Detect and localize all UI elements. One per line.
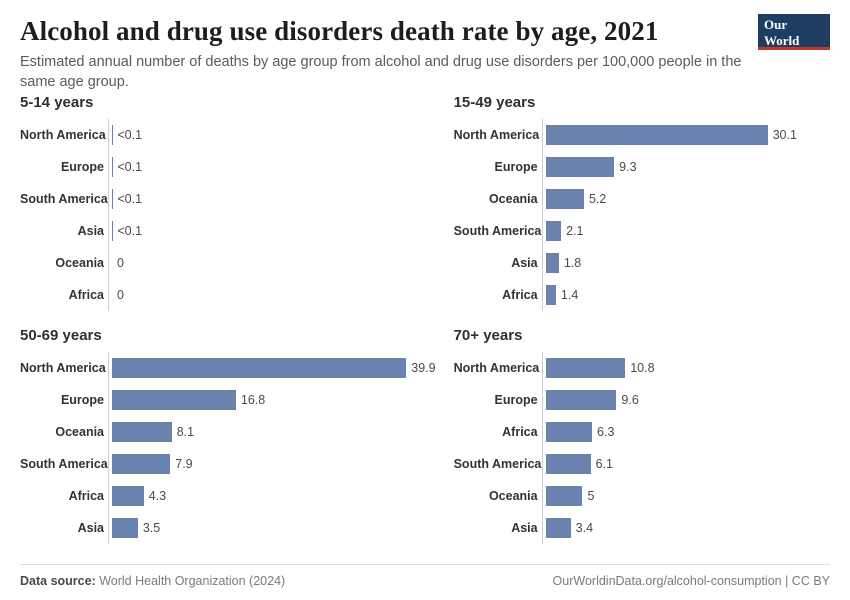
bar[interactable] <box>546 125 768 145</box>
bar-value-label: 10.8 <box>630 361 655 375</box>
bar[interactable] <box>546 518 571 538</box>
bar[interactable] <box>112 358 406 378</box>
chart-header <box>20 16 830 92</box>
bar-value-label: 7.9 <box>175 457 193 471</box>
panel-title: 5-14 years <box>20 94 94 111</box>
our-world-in-data-logo[interactable] <box>758 14 830 65</box>
bar-value-label: 5.2 <box>588 192 607 206</box>
bar-row <box>454 480 830 512</box>
bar-area <box>108 215 436 247</box>
bar-row <box>454 448 830 480</box>
bar-row <box>454 215 830 247</box>
bar[interactable] <box>546 221 561 241</box>
bar-area <box>108 119 436 151</box>
bar-value-label: 9.6 <box>621 393 639 407</box>
bar[interactable] <box>546 189 584 209</box>
bar-category-label: Asia <box>77 224 104 238</box>
chart-footer <box>20 564 830 588</box>
bar-category-label: Africa <box>68 489 104 503</box>
bar-value-label: 0 <box>117 288 124 302</box>
bar-category-label: South America <box>20 457 108 471</box>
bar-value-label: 2.1 <box>566 224 584 238</box>
page-subtitle: Estimated annual number of deaths by age group from alcohol and drug use disorders per 100,000 people in the same age group. <box>20 54 742 90</box>
bar-rows <box>454 352 830 544</box>
bar-value-label: 3.5 <box>142 521 161 535</box>
bar-row <box>454 512 830 544</box>
bar-row <box>20 512 436 544</box>
bar-area <box>542 151 830 183</box>
bar-area <box>108 352 436 384</box>
bar-area <box>108 183 436 215</box>
bar-value-label: 4.3 <box>148 489 167 503</box>
bar-row <box>20 247 436 279</box>
data-source <box>20 574 285 588</box>
bar-category-label: Africa <box>68 288 104 302</box>
bar-area <box>108 416 436 448</box>
panel-title: 50-69 years <box>20 327 102 344</box>
bar[interactable] <box>546 285 556 305</box>
bar-rows <box>20 119 436 311</box>
bar-category-label: Oceania <box>488 192 538 206</box>
bar-row <box>20 183 436 215</box>
bar-category-label: North America <box>20 361 106 375</box>
bar-value-label: 3.4 <box>575 521 594 535</box>
bar-category-label: North America <box>20 128 106 142</box>
bar-row <box>454 279 830 311</box>
bar-rows <box>454 119 830 311</box>
chart-panel-50-69 <box>20 327 436 552</box>
logo-line-2: in Data <box>764 49 805 65</box>
bar-row <box>20 448 436 480</box>
bar-row <box>20 119 436 151</box>
bar-value-label: 8.1 <box>176 425 195 439</box>
bar[interactable] <box>546 157 615 177</box>
bar-area <box>108 384 436 416</box>
bar-area <box>542 279 830 311</box>
bar-row <box>454 384 830 416</box>
bar-row <box>20 215 436 247</box>
bar[interactable] <box>546 358 626 378</box>
chart-grid <box>20 94 830 552</box>
chart-panel-15-49 <box>454 94 830 319</box>
panel-title: 15-49 years <box>453 94 536 111</box>
bar-value-label: 9.3 <box>619 160 637 174</box>
bar-row <box>454 247 830 279</box>
bar-value-label: 5 <box>587 489 595 503</box>
bar[interactable] <box>546 454 591 474</box>
bar-category-label: Europe <box>60 160 104 174</box>
bar[interactable] <box>546 486 583 506</box>
bar-category-label: Africa <box>502 288 538 302</box>
bar-area <box>108 512 436 544</box>
bar-row <box>20 352 436 384</box>
bar-row <box>454 352 830 384</box>
bar-category-label: Oceania <box>55 425 104 439</box>
bar-value-label: 16.8 <box>240 393 266 407</box>
bar-category-label: Oceania <box>55 256 104 270</box>
data-source-label: Data source: <box>20 574 96 588</box>
bar-area <box>108 247 436 279</box>
bar-value-label: 39.9 <box>411 361 436 375</box>
bar-area <box>542 247 830 279</box>
bar-row <box>454 183 830 215</box>
bar-row <box>454 119 830 151</box>
bar-area <box>542 384 830 416</box>
footer-attribution[interactable]: OurWorldinData.org/alcohol-consumption | CC BY <box>552 574 830 588</box>
bar-row <box>20 384 436 416</box>
bar-area <box>108 448 436 480</box>
chart-panel-70-plus <box>454 327 830 552</box>
bar-area <box>542 119 830 151</box>
bar-rows <box>20 352 436 544</box>
bar[interactable] <box>546 253 559 273</box>
bar-value-label: 6.1 <box>595 457 613 471</box>
bar-category-label: Oceania <box>488 489 538 503</box>
bar-value-label: 1.8 <box>563 256 582 270</box>
bar-area <box>108 480 436 512</box>
bar-category-label: Asia <box>511 256 538 270</box>
bar[interactable] <box>546 422 592 442</box>
bar-value-label: 30.1 <box>772 128 797 142</box>
panel-title: 70+ years <box>453 327 523 344</box>
bar-category-label: Africa <box>502 425 538 439</box>
bar-area <box>542 416 830 448</box>
bar-value-label: <0.1 <box>117 224 143 238</box>
bar-category-label: Europe <box>60 393 104 407</box>
bar-value-label: 0 <box>117 256 124 270</box>
bar-row <box>454 416 830 448</box>
page-title: Alcohol and drug use disorders death rate by age, 2021 <box>20 16 659 46</box>
bar-area <box>108 279 436 311</box>
bar-area <box>542 215 830 247</box>
bar-row <box>20 416 436 448</box>
bar-category-label: Europe <box>494 393 538 407</box>
bar[interactable] <box>546 390 617 410</box>
bar-category-label: Asia <box>511 521 538 535</box>
bar[interactable] <box>112 422 172 442</box>
data-source-text: World Health Organization (2024) <box>99 574 286 588</box>
bar-value-label: 6.3 <box>597 425 615 439</box>
bar[interactable] <box>112 486 144 506</box>
logo-line-1: Our World <box>764 17 800 49</box>
bar[interactable] <box>112 518 138 538</box>
bar-area <box>542 183 830 215</box>
bar-row <box>20 480 436 512</box>
bar-category-label: Europe <box>494 160 538 174</box>
chart-panel-5-14 <box>20 94 436 319</box>
bar-area <box>542 352 830 384</box>
bar-category-label: South America <box>453 224 542 238</box>
bar-row <box>20 279 436 311</box>
bar-area <box>108 151 436 183</box>
bar-value-label: <0.1 <box>117 128 143 142</box>
bar[interactable] <box>112 390 236 410</box>
bar-value-label: 1.4 <box>560 288 579 302</box>
bar-area <box>542 448 830 480</box>
bar-area <box>542 512 830 544</box>
bar-area <box>542 480 830 512</box>
bar-category-label: South America <box>20 192 108 206</box>
bar-category-label: South America <box>453 457 542 471</box>
bar-row <box>454 151 830 183</box>
bar-category-label: North America <box>453 361 540 375</box>
bar[interactable] <box>112 454 170 474</box>
bar-category-label: North America <box>453 128 540 142</box>
bar-row <box>20 151 436 183</box>
bar-value-label: <0.1 <box>117 192 143 206</box>
bar-category-label: Asia <box>77 521 104 535</box>
bar-value-label: <0.1 <box>117 160 143 174</box>
